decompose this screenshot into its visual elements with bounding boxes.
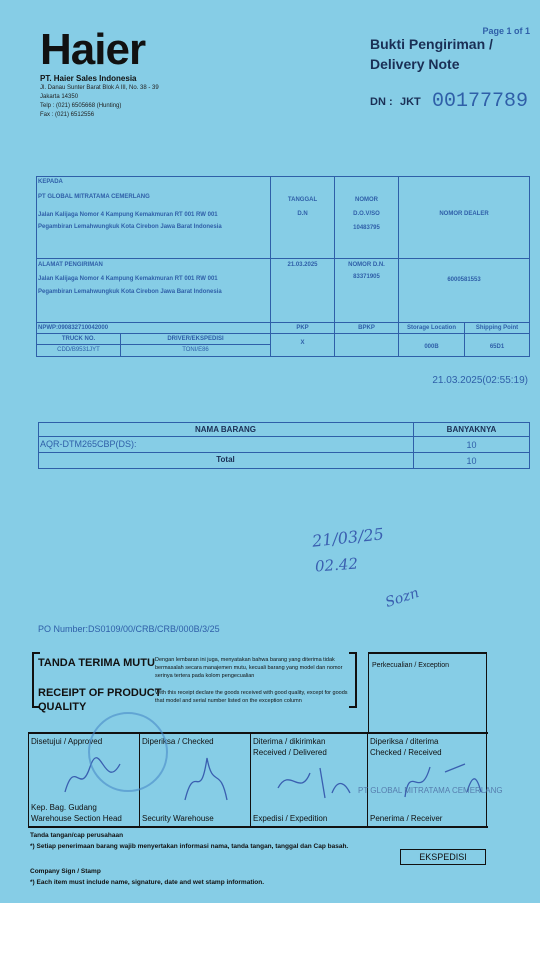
total-value: 10 bbox=[466, 456, 477, 466]
alamat-line-1: Jalan Kalijaga Nomor 4 Kampung Kemakmuran RT 001 RW 001 bbox=[38, 276, 218, 282]
dn-branch: JKT bbox=[400, 96, 421, 108]
truck-label: TRUCK NO. bbox=[61, 336, 96, 342]
company-telp: Telp : (021) 6505668 (Hunting) bbox=[40, 103, 122, 109]
po-number: PO Number:DS0109/00/CRB/CRB/000B/3/25 bbox=[38, 624, 220, 634]
alamat-line-2: Pegambiran Lemahwungkuk Kota Cirebon Jawa Barat Indonesia bbox=[38, 289, 222, 295]
truck-value: CDD/B9531JYT bbox=[57, 347, 100, 353]
dn-number: 00177789 bbox=[432, 90, 529, 113]
alamat-label: ALAMAT PENGIRIMAN bbox=[38, 262, 103, 268]
pkp-label: PKP bbox=[296, 325, 309, 331]
footer-note-id: *) Setiap penerimaan barang wajib menyertakan informasi nama, tanda tangan, tanggal dan Cap basah. bbox=[30, 843, 349, 850]
tanggal-value: D.N bbox=[297, 211, 308, 217]
driver-value: TONI/E86 bbox=[182, 347, 209, 353]
nomor-do-label: D.O.V/SO bbox=[353, 211, 380, 217]
storage-label: Storage Location bbox=[406, 325, 456, 331]
nomor-dn-value: 83371905 bbox=[353, 274, 380, 280]
driver-label: DRIVER/EKSPEDISI bbox=[167, 336, 224, 342]
nomor-dn-label: NOMOR D.N. bbox=[348, 262, 385, 268]
sig-approved-role: Kep. Bag. Gudang bbox=[31, 803, 97, 812]
receipt-title-en-1: RECEIPT OF PRODUCT bbox=[38, 687, 162, 699]
signature-expedition-scribble bbox=[270, 758, 360, 808]
shipping-value: 65D1 bbox=[489, 344, 505, 350]
pkp-value: X bbox=[300, 340, 305, 346]
sig-receiver-role: Penerima / Receiver bbox=[370, 814, 443, 823]
col-nama-barang: NAMA BARANG bbox=[194, 425, 257, 434]
item-qty: 10 bbox=[466, 440, 477, 450]
footer-sign-label-en: Company Sign / Stamp bbox=[30, 868, 101, 875]
print-timestamp: 21.03.2025(02:55:19) bbox=[432, 375, 528, 386]
dn-date: 21.03.2025 bbox=[287, 262, 318, 268]
receipt-text-en: With this receipt declare the goods received with good quality, except for goods that model and serial number listed on the exception column bbox=[155, 690, 348, 704]
recipient-name: PT GLOBAL MITRATAMA CEMERLANG bbox=[38, 194, 150, 200]
footer-note-en: *) Each item must include name, signature, date and wet stamp information. bbox=[30, 879, 265, 886]
recipient-address-2: Pegambiran Lemahwungkuk Kota Cirebon Jawa Barat Indonesia bbox=[38, 224, 222, 230]
exception-label: Perkecualian / Exception bbox=[372, 662, 450, 669]
handwritten-time: 02.42 bbox=[314, 554, 359, 576]
signature-receiver-scribble bbox=[395, 752, 485, 807]
tanggal-label: TANGGAL bbox=[287, 197, 318, 203]
sig-received-label-1: Diterima / dikirimkan bbox=[253, 737, 326, 746]
dealer-number: 6000581553 bbox=[447, 277, 481, 283]
handwritten-date: 21/03/25 bbox=[311, 524, 385, 551]
kepada-label: KEPADA bbox=[38, 179, 63, 185]
sig-approved-role-en: Warehouse Section Head bbox=[31, 814, 122, 823]
receiver-stamp-text: PT GLOBAL MITRATAMA CEMERLANG bbox=[358, 786, 503, 795]
company-address: Jl. Danau Sunter Barat Blok A III, No. 38 - 39 bbox=[40, 85, 159, 91]
sig-expedition-role: Expedisi / Expedition bbox=[253, 814, 328, 823]
dn-label: DN : bbox=[370, 96, 393, 108]
signature-checked-scribble bbox=[175, 750, 235, 810]
receipt-title-id: TANDA TERIMA MUTU bbox=[38, 657, 155, 669]
npwp: NPWP:090832710042000 bbox=[38, 325, 109, 331]
col-banyaknya: BANYAKNYA bbox=[446, 425, 497, 434]
doc-title-en: Delivery Note bbox=[370, 56, 460, 72]
company-stamp-circle bbox=[88, 712, 168, 792]
total-label: Total bbox=[216, 455, 235, 464]
doc-title-id: Bukti Pengiriman / bbox=[370, 36, 493, 52]
sig-approved-label: Disetujui / Approved bbox=[31, 737, 103, 746]
sig-receiver-label-1: Diperiksa / diterima bbox=[370, 737, 439, 746]
company-fax: Fax : (021) 6512556 bbox=[40, 112, 95, 118]
copy-label-ekspedisi: EKSPEDISI bbox=[400, 849, 486, 865]
storage-value: 000B bbox=[424, 344, 439, 350]
haier-logo: Haier bbox=[40, 25, 146, 74]
dealer-label: NOMOR DEALER bbox=[439, 211, 489, 217]
footer-sign-label-id: Tanda tangan/cap perusahaan bbox=[30, 832, 124, 839]
handwritten-signature: Sozn bbox=[383, 585, 422, 611]
sig-checked-role: Security Warehouse bbox=[142, 814, 214, 823]
bpkp-label: BPKP bbox=[358, 325, 375, 331]
sig-receiver-label-2: Checked / Received bbox=[370, 748, 442, 757]
company-city: Jakarta 14350 bbox=[40, 94, 79, 100]
page-indicator: Page 1 of 1 bbox=[482, 26, 530, 36]
company-name: PT. Haier Sales Indonesia bbox=[40, 74, 137, 83]
recipient-address-1: Jalan Kalijaga Nomor 4 Kampung Kemakmuran RT 001 RW 001 bbox=[38, 212, 218, 218]
sig-received-label-2: Received / Delivered bbox=[253, 748, 327, 757]
item-name: AQR-DTM265CBP(DS): bbox=[40, 439, 137, 449]
receipt-text-id: Dengan lembaran ini juga, menyatakan bahwa barang yang diterima tidak bermasalah secara manajemen mutu, kecuali barang yang model dan nomor serinya tertera pada kolom pengecualian bbox=[155, 657, 343, 679]
nomor-do-value: 10483795 bbox=[353, 225, 380, 231]
receipt-title-en-2: QUALITY bbox=[38, 701, 87, 713]
nomor-label: NOMOR bbox=[355, 197, 378, 203]
shipping-label: Shipping Point bbox=[475, 325, 519, 331]
sig-checked-label: Diperiksa / Checked bbox=[142, 737, 214, 746]
